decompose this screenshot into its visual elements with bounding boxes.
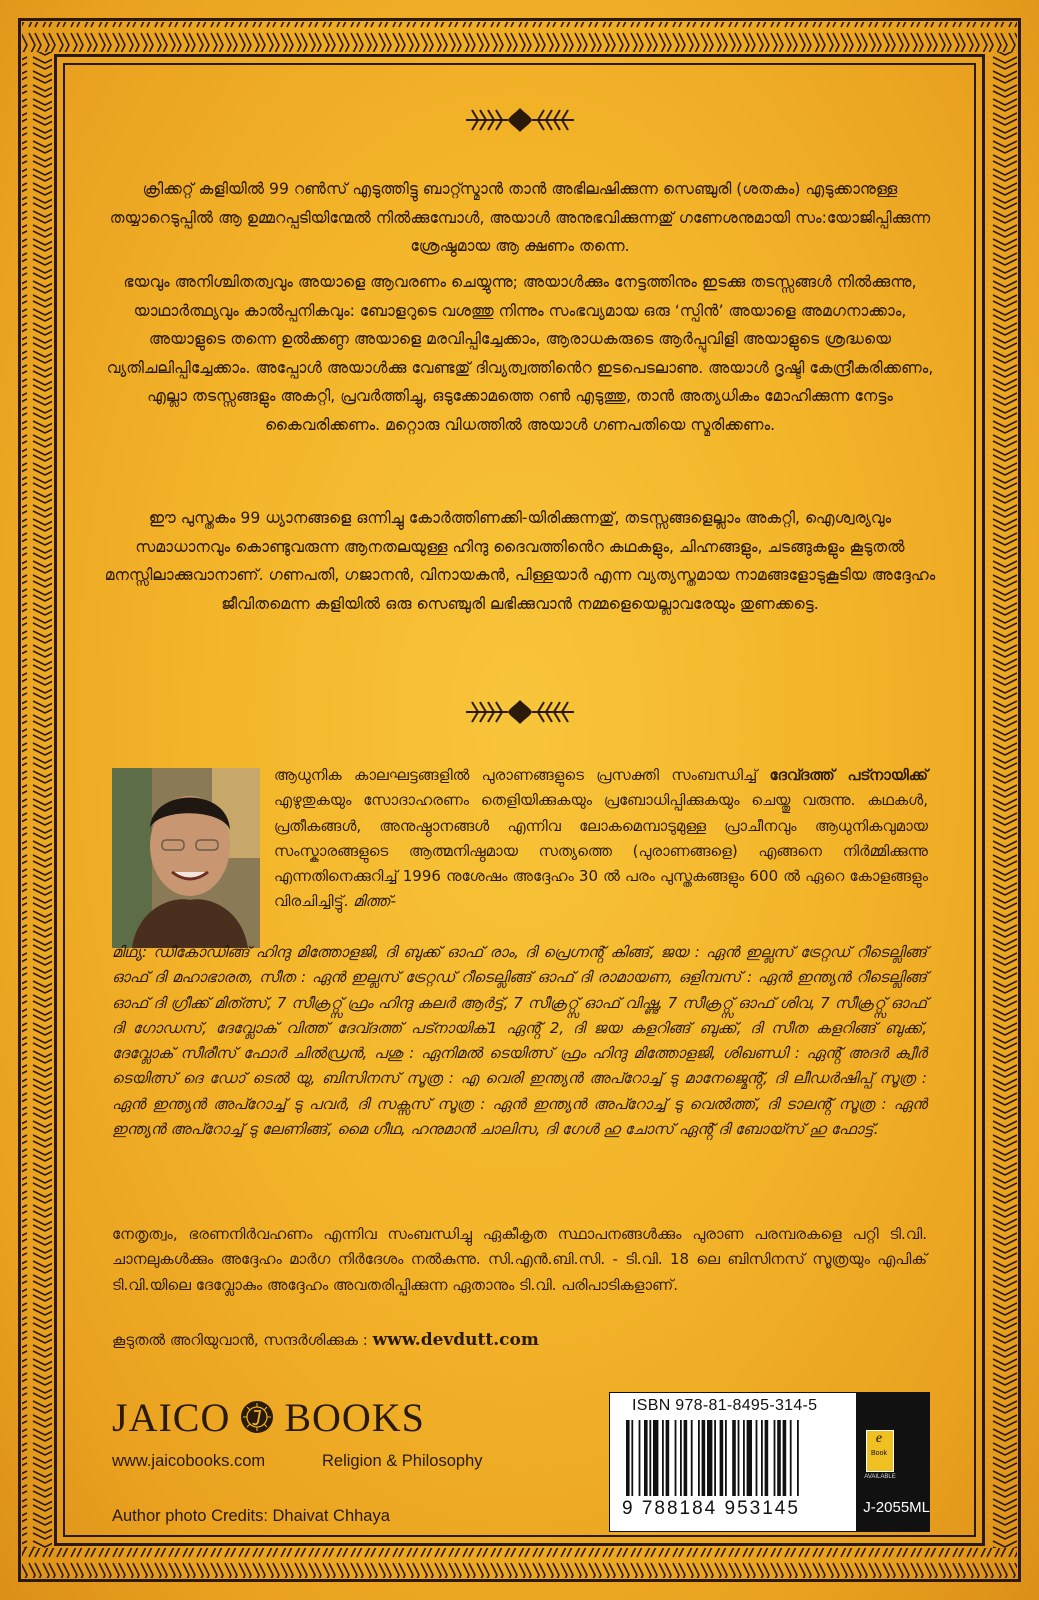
barcode-bar [777,1420,781,1496]
barcode-bar [649,1420,651,1496]
bio-text-a: എഴുതുകയും സോദാഹരണം തെളിയിക്കുകയും പ്രബോധിപ്പിക്കുകയും ചെയ്തു വരുന്നു. കഥകൾ, പ്രതീകങ്ങൾ, അനുഷ്ഠാനങ്ങൾ എന്നിവ ലോകമെമ്പാടുമുള്ള പ്രാചീനവും ആധുനികവുമായ സംസ്കാരങ്ങളുടെ ആത്മനിഷ്ഠമായ സത്യത്തെ (പുരാണങ്ങളെ) എങ്ങനെ നിർമ്മിക്കുന്നു എന്നതിനെക്കുറിച്ച് 1996 നുശേഷം അദ്ദേഹം 30 ൽ പരം പുസ്തകങ്ങളും 600 ൽ ഏറെ കോളങ്ങളും വിരചിച്ചിട്ടു്. [274,791,928,911]
publisher-logo [112,1392,425,1442]
barcode-bar [761,1420,763,1496]
barcode-bar [644,1420,648,1496]
visit-line [112,1330,539,1350]
barcode-bar [790,1420,792,1496]
barcode-bar [725,1420,727,1496]
barcode-bar [720,1420,724,1496]
barcode-bar [774,1420,776,1496]
barcode-bar [626,1420,630,1496]
barcode-bar [666,1420,670,1496]
books-list-text: മിഥ്യ: ഡീകോഡിങ്ങ് ഹിന്ദു മിത്തോളജി, ദി ബുക്ക് ഓഫ് രാം, ദി പ്രെഗ്നൻ്റ് കിങ്ങ്, ജയ : ഏൻ ഇല്ലസ് ട്രേറ്റഡ് റീടെല്ലിങ്ങ് ഓഫ് ദി മഹാഭാരത, സീത : ഏൻ ഇല്ലസ് ട്രേറ്റഡ് റീടെല്ലിങ്ങ് ഓഫ് ദി രാമായണ, ഒളിമ്പസ് : ഏൻ ഇന്ത്യൻ റീടെല്ലിങ്ങ് ഓഫ് ദി ഗ്രീക്ക് മിത്ത്സ്, 7 സീക്രറ്റ്സ് ഫ്രം ഹിന്ദു കലർ ആർട്ട്, 7 സീക്രറ്റ്സ് ഓഫ് വിഷ്ണു, 7 സീക്രറ്റ്സ് ഓഫ് ശിവ, 7 സീക്രറ്റ്സ് ഓഫ് ദി ഗോഡസ്, ദേവ്ലോക് വിത്ത് ദേവ്ദത്ത് പട്നായിക്1 ഏൻ്റ് 2, ദി ജയ കളറിങ്ങ് ബുക്ക്, ദി സീത കളറിങ്ങ് ബുക്ക്, ദേവ്ലോക് സീരീസ് ഫോർ ചിൽഡ്രൻ, പശു : ഏനിമൽ ടെയിത്സ് ഫ്രം ഹിന്ദു മിത്തോളജി, ശിഖണ്ഡി : ഏൻ്റ് അദർ ക്വീർ ടെയിത്സ് ദെ ഡോ് ടെൽ യു, ബിസിനസ് സൂത്ര : എ വെരി ഇന്ത്യൻ അപ്റോച്ച് ടു മാനേജ്മെൻ്റ്, ദി ലീഡർഷിപ്പ് സൂത്ര : ഏൻ ഇന്ത്യൻ അപ്റോച്ച് ടു പവർ, ദി സക്സസ് സൂത്ര : ഏൻ ഇന്ത്യൻ അപ്റോച്ച് ടു വെൽത്ത്, ദി ടാലൻ്റ് സൂത്ര : ഏൻ ഇന്ത്യൻ അപ്റോച്ച് ടു ലേണിങ്ങ്, മൈ ഗീഥ, ഹനുമാൻ ചാലിസ, ദി ഗേൾ ഹു ചോസ് ഏൻ്റ് ദി ബോയ്സ് ഹു ഫോട്ട്. [112,943,927,1139]
blurb-paragraph-1: ക്രിക്കറ്റ് കളിയിൽ 99 റൺസ് എടുത്തിട്ടു ബാറ്റ്സ്മാൻ താൻ അഭിലഷിക്കുന്ന സെഞ്ചുരി (ശതകം) എടുക്കാനുള്ള തയ്യാറെടുപ്പിൽ ആ ഉമ്മറപ്പടിയിന്മേൽ നിൽക്കുമ്പോൾ, അയാൾ അനുഭവിക്കുന്നതു് ഗണേശനുമായി സം:യോജിപ്പിക്കുന്ന ശ്രേഷ്ഠമായ ആ ക്ഷണം തന്നെ. [109,180,931,255]
barcode-bar [756,1420,758,1496]
barcode-icon [622,1420,846,1498]
ebook-label: Book [871,1450,887,1457]
photo-credits: Author photo Credits: Dhaivat Chhaya [112,1507,390,1525]
bio-intro: ആധുനിക കാലഘട്ടങ്ങളിൽ പുരാണങ്ങളുടെ പ്രസക്തി സംബന്ധിച്ച് [274,766,758,784]
barcode-digits: 9 788184 953145 [622,1498,800,1519]
author-books-list [112,940,927,1142]
barcode-bar [797,1420,799,1496]
barcode-bar [662,1420,664,1496]
jaico-emblem-icon [240,1400,274,1434]
barcode-bar [680,1420,682,1496]
blurb-paragraph-3: ഈ പുസ്തകം 99 ധ്യാനങ്ങളെ ഒന്നിച്ചു കോർത്തിണക്കി-യിരിക്കുന്നതു്, തടസ്സങ്ങളെല്ലാം അകറ്റി, ഐശ്വര്യവും സമാധാനവും കൊണ്ടുവരുന്ന ആനതലയുള്ള ഹിന്ദു ദൈവത്തിൻെറ കഥകളും, ചിഹ്നങ്ങളും, ചടങ്ങുകളും കൂടുതൽ മനസ്സിലാക്കുവാനാണ്. ഗണപതി, ഗജാനൻ, വിനായകൻ, പിള്ളയാർ എന്ന വ്യത്യസ്തമായ നാമങ്ങളോടുകൂടിയ അദ്ദേഹം ജീവിതമെന്ന കളിയിൽ ഒരു സെഞ്ചുരി ലഭിക്കുവാൻ നമ്മളെയെല്ലാവരേയും തുണക്കട്ടെ. [104,509,936,613]
barcode-bar [765,1420,769,1496]
barcode-bar [631,1420,633,1496]
publisher-website[interactable]: www.jaicobooks.com [112,1452,266,1470]
barcode-bar [702,1420,706,1496]
barcode-bar [639,1420,641,1496]
author-name: ദേവ്ദത്ത് പട്നായിക്ക് [769,766,928,784]
barcode-bar [738,1420,740,1496]
barcode-bar [675,1420,677,1496]
barcode-bar [653,1420,658,1496]
barcode-bar [714,1420,716,1496]
author-bio-tv: നേതൃത്വം, ഭരണനിർവഹണം എന്നിവ സംബന്ധിച്ചു ഏകീകൃത സ്ഥാപനങ്ങൾക്കും പുരാണ പരമ്പരകളെ പറ്റി ടി.വി. ചാനലുകൾക്കും അദ്ദേഹം മാർഗ നിർദേശം നൽകുന്നു. സി.എൻ.ബി.സി. - ടി.വി. 18 ലെ ബിസിനസ് സൂത്രയും എപിക് ടി.വി.യിലെ ദേവ്ലോകും അദ്ദേഹം അവതരിപ്പിക്കുന്ന ഏതാനും ടി.വി. പരിപാടികളാണ്. [112,1225,927,1294]
books-lead: മിത്ത്- [353,892,397,911]
ebook-available: AVAILABLE [864,1474,896,1480]
logo-word-right: BOOKS [284,1394,425,1440]
blurb-paragraph-2: ഭയവും അനിശ്ചിതത്വവും അയാളെ ആവരണം ചെയ്യുന്നു; അയാൾക്കും നേട്ടത്തിനും ഇടക്കു തടസ്സങ്ങൾ നിൽക്കുന്നു, യാഥാർത്ഥ്യവും കാൽപ്പനികവും: ബോളറുടെ വശത്തു നിന്നും സംഭവ്യമായ ഒരു ‘സ്പിൻ’ അയാളെ അമഗനാക്കാം, അയാളുടെ തന്നെ ഉൽക്കണ്ഠ അയാളെ മരവിപ്പിച്ചേക്കാം, ആരാധകരുടെ ആർപ്പുവിളി അയാളുടെ ശ്രദ്ധയെ വ്യതിചലിപ്പിച്ചേക്കാം. അപ്പോൾ അയാൾക്കു വേണ്ടതു് ദിവ്യത്വത്തിൻെറ ഇടപെടലാണു. അയാൾ ദൃഷ്ടി കേന്ദ്രീകരിക്കണം, എല്ലാ തടസ്സങ്ങളും അകറ്റി, പ്രവർത്തിച്ചു, ഒടുക്കോമത്തെ റൺ എടുത്തു, താൻ അത്യധികം മോഹിക്കുന്ന നേട്ടം കൈവരിക്കണം. മറ്റൊരു വിധത്തിൽ അയാൾ ഗണപതിയെ സ്മരിക്കണം. [106,273,934,434]
author-bio-intro [274,763,928,915]
isbn-label: ISBN 978-81-8495-314-5 [632,1397,818,1414]
leaf-ornament-icon [460,102,580,138]
barcode-bar [698,1420,700,1496]
author-photo [112,768,260,948]
barcode-bar [783,1420,787,1496]
barcode-bar [747,1420,752,1496]
barcode-bar [732,1420,736,1496]
barcode-bar [743,1420,745,1496]
book-category: Religion & Philosophy [322,1452,483,1470]
barcode-bar [707,1420,712,1496]
author-website-link[interactable]: www.devdutt.com [372,1330,539,1350]
logo-word-left: JAICO [112,1394,231,1440]
ebook-e: e [875,1431,883,1446]
visit-label: കൂടുതൽ അറിയുവാൻ, സന്ദർശിക്കുക : [112,1331,373,1349]
barcode-bar [691,1420,693,1496]
leaf-ornament-icon [460,694,580,730]
book-code: J-2055ML [863,1499,930,1516]
barcode-bar [684,1420,688,1496]
